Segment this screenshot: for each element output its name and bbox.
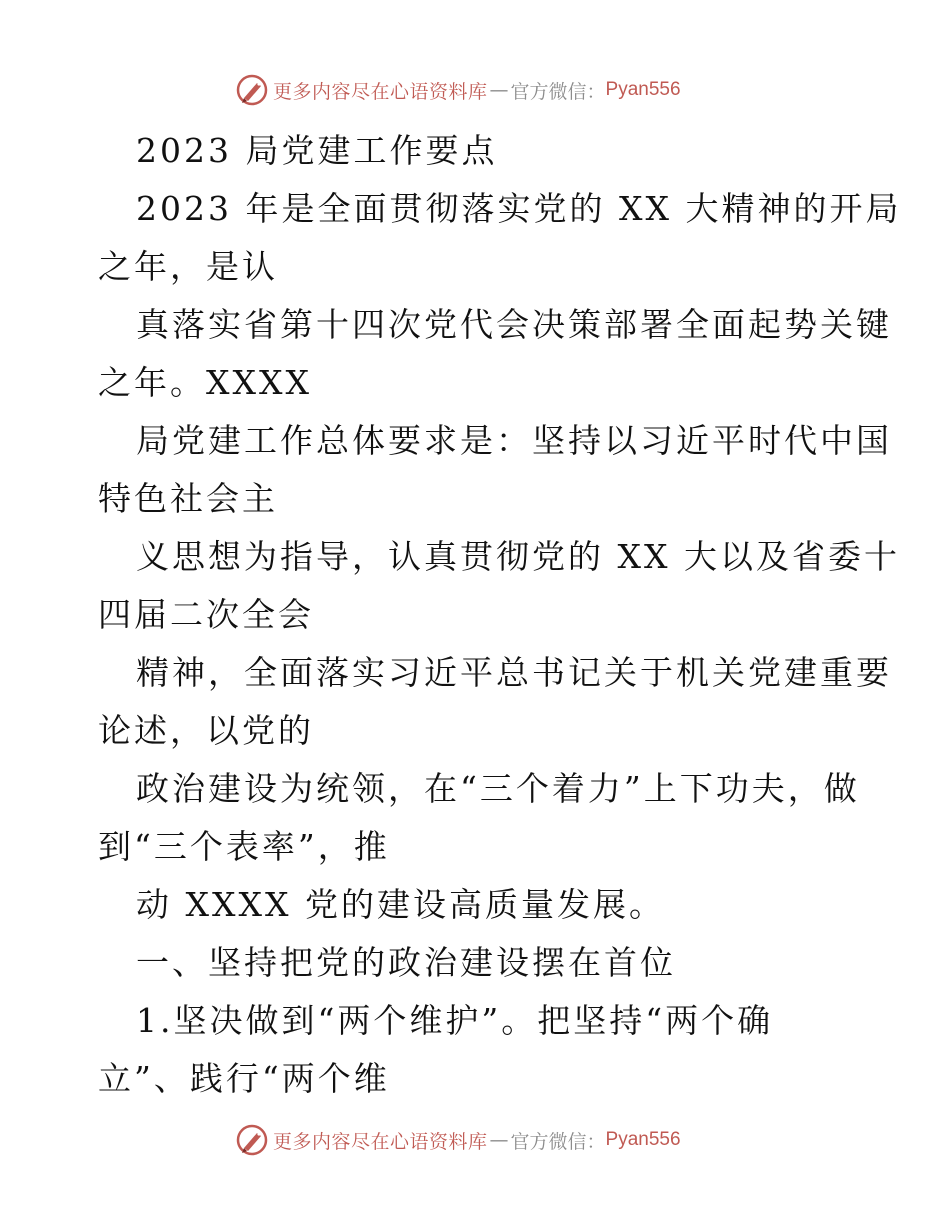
document-line: 四届二次全会 [98, 595, 314, 634]
watermark-site-text: 更多内容尽在心语资料库 [273, 80, 488, 103]
footer-watermark [235, 1122, 681, 1158]
watermark-label: 官方微信： [510, 80, 606, 103]
watermark-separator: — [489, 1129, 509, 1151]
watermark-label: 官方微信： [510, 1130, 606, 1153]
watermark-separator: — [489, 79, 509, 101]
document-line: 到“三个表率”，推 [98, 827, 390, 866]
document-line: 一、坚持把党的政治建设摆在首位 [136, 943, 676, 982]
document-line: 特色社会主 [98, 479, 278, 518]
document-body [98, 122, 902, 1108]
pen-logo-icon [235, 1123, 269, 1157]
document-line: 1.坚决做到“两个维护”。把坚持“两个确 [136, 1001, 774, 1040]
document-line: 动 XXXX 党的建设高质量发展。 [136, 885, 665, 924]
watermark-wechat-id: Pyan556 [605, 1129, 681, 1150]
document-line: 义思想为指导，认真贯彻党的 XX 大以及省委十 [136, 537, 900, 576]
header-watermark [235, 72, 681, 108]
watermark-wechat-id: Pyan556 [605, 79, 681, 100]
pen-logo-icon [235, 73, 269, 107]
watermark-site-text: 更多内容尽在心语资料库 [273, 1130, 488, 1153]
document-line: 之年。XXXX [98, 363, 312, 402]
document-line: 真落实省第十四次党代会决策部署全面起势关键 [136, 305, 892, 344]
document-line: 立”、践行“两个维 [98, 1059, 390, 1098]
document-line: 精神，全面落实习近平总书记关于机关党建重要 [136, 653, 892, 692]
document-line: 2023 年是全面贯彻落实党的 XX 大精神的开局 [136, 189, 902, 228]
document-line: 论述，以党的 [98, 711, 314, 750]
document-line: 政治建设为统领，在“三个着力”上下功夫，做 [136, 769, 860, 808]
document-line: 局党建工作总体要求是：坚持以习近平时代中国 [136, 421, 892, 460]
document-line: 之年，是认 [98, 247, 278, 286]
document-line: 2023 局党建工作要点 [136, 131, 498, 170]
